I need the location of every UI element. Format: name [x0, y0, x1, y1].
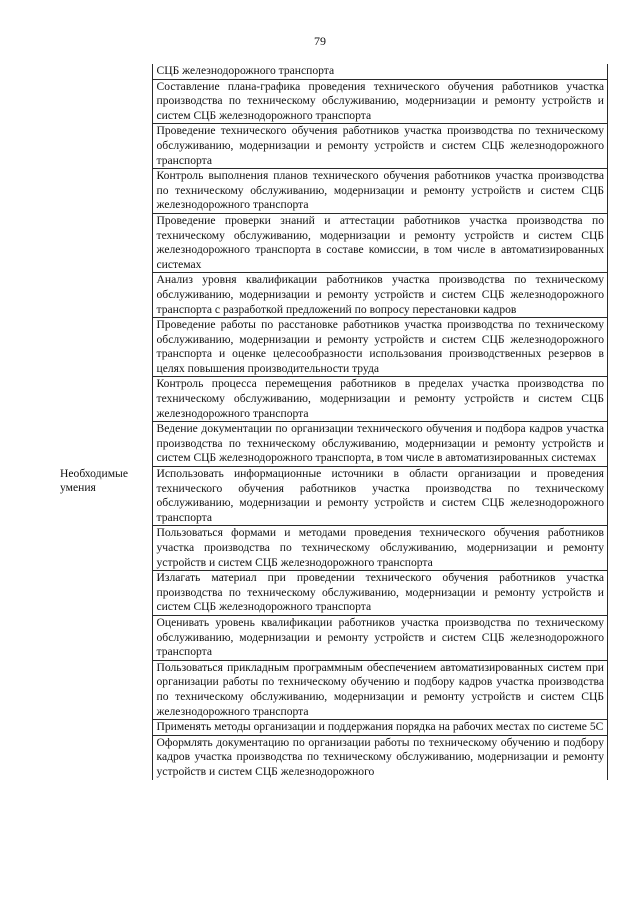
requirements-table-body: [56, 64, 608, 780]
table-cell-item: Проведение проверки знаний и аттестации работников участка производства по техническому обслуживанию, модернизации и ремонту устройств и систем СЦБ железнодорожного транспорта в составе комиссии, в том числе в автоматизированных системах: [152, 213, 608, 272]
table-row: [56, 467, 608, 526]
table-cell-item: Использовать информационные источники в области организации и проведения технического обучения работников участка производства по техническому обслуживанию, модернизации и ремонту устройств и систем СЦБ железнодорожного транспорта: [152, 467, 608, 526]
table-cell-item: Пользоваться формами и методами проведения технического обучения работников участка производства по техническому обслуживанию, модернизации и ремонту устройств и систем СЦБ железнодорожного транспорта: [152, 526, 608, 571]
table-cell-item: СЦБ железнодорожного транспорта: [152, 64, 608, 79]
table-cell-item: Пользоваться прикладным программным обеспечением автоматизированных систем при организации работы по техническому обучению и подбору кадров участка производства по техническому обслуживанию, модернизации и ремонту устройств и систем СЦБ железнодорожного транспорта: [152, 660, 608, 719]
table-cell-item: Оформлять документацию по организации работы по техническому обучению и подбору кадров участка производства по техническому обслуживанию, модернизации и ремонту устройств и систем СЦБ железнодорожного: [152, 735, 608, 779]
requirements-table: [56, 64, 608, 780]
table-cell-item: Составление плана-графика проведения технического обучения работников участка производства по техническому обслуживанию, модернизации и ремонту устройств и систем СЦБ железнодорожного транспорта: [152, 79, 608, 124]
table-cell-item: Контроль процесса перемещения работников в пределах участка производства по техническому обслуживанию, модернизации и ремонту устройств и систем СЦБ железнодорожного транспорта: [152, 377, 608, 422]
table-row: [56, 64, 608, 79]
table-cell-item: Излагать материал при проведении технического обучения работников участка производства по техническому обслуживанию, модернизации и ремонту устройств и систем СЦБ железнодорожного транспорта: [152, 571, 608, 616]
table-cell-item: Проведение технического обучения работников участка производства по техническому обслуживанию, модернизации и ремонту устройств и систем СЦБ железнодорожного транспорта: [152, 124, 608, 169]
section-heading-skills: Необходимые умения: [56, 467, 152, 780]
table-cell-item: Проведение работы по расстановке работников участка производства по техническому обслуживанию, модернизации и ремонту устройств и систем СЦБ железнодорожного транспорта и оценке целесообразности использования производственных резервов в целях повышения производительности труда: [152, 318, 608, 377]
table-cell-item: Ведение документации по организации технического обучения и подбора кадров участка производства по техническому обслуживанию, модернизации и ремонту устройств и систем СЦБ железнодорожного транспорта, в том числе в автоматизированных системах: [152, 422, 608, 467]
section-heading-continued: [56, 64, 152, 467]
page-number: 79: [314, 34, 326, 48]
table-cell-item: Применять методы организации и поддержания порядка на рабочих местах по системе 5С: [152, 720, 608, 736]
table-cell-item: Контроль выполнения планов технического обучения работников участка производства по техническому обслуживанию, модернизации и ремонту устройств и систем СЦБ железнодорожного транспорта: [152, 169, 608, 214]
table-cell-item: Оценивать уровень квалификации работников участка производства по техническому обслуживанию, модернизации и ремонту устройств и систем СЦБ железнодорожного транспорта: [152, 615, 608, 660]
table-cell-item: Анализ уровня квалификации работников участка производства по техническому обслуживанию, модернизации и ремонту устройств и систем СЦБ железнодорожного транспорта с разработкой предложений по вопросу перестановки кадров: [152, 273, 608, 318]
